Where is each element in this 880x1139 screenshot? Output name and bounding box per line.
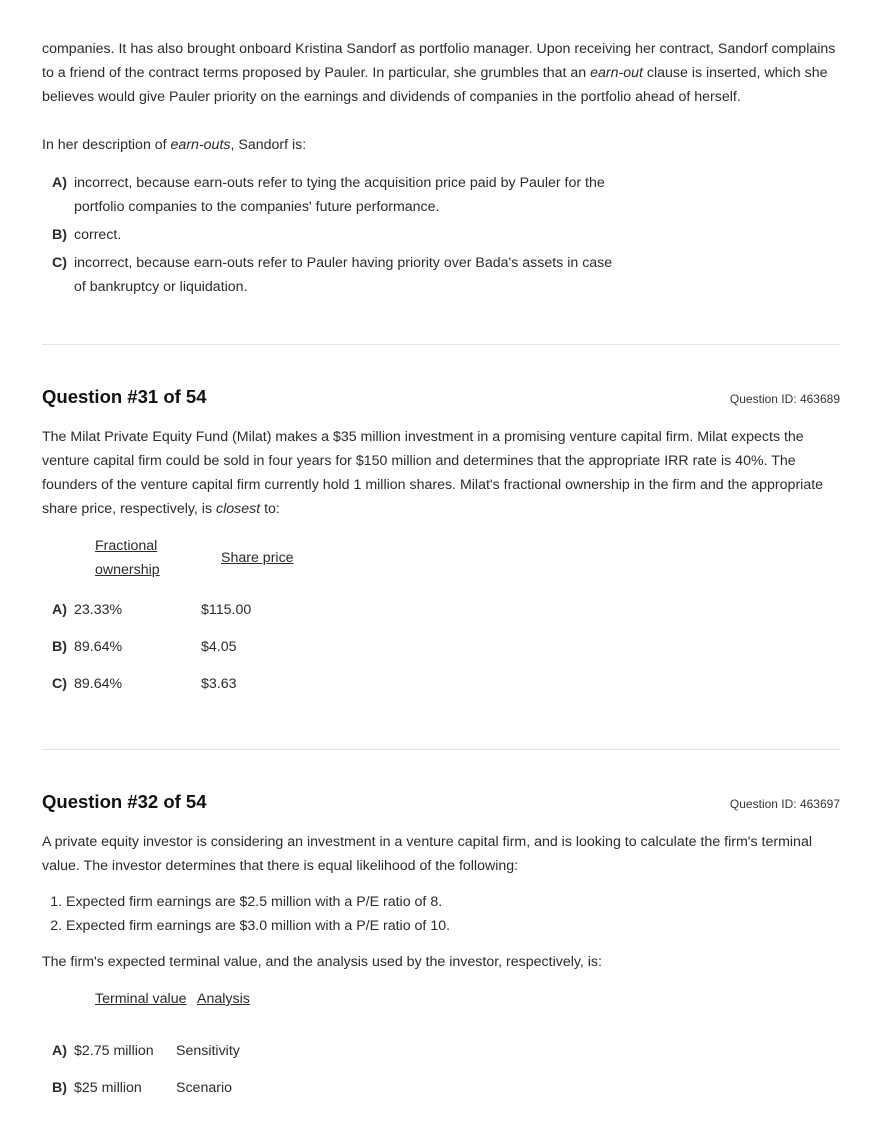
q31-column-header-fractional-ownership: [95, 534, 160, 582]
intro-text-2: clause is inserted, which she believes would give Pauler priority on the earnings and dividends of companies in the portfolio ahead of herself.: [42, 65, 828, 105]
q31-column-header-share-price: Share price: [221, 550, 294, 566]
q32-stem-2: The firm's expected terminal value, and the analysis used by the investor, respectively, is:: [42, 954, 602, 970]
q30-stem-emphasis: earn-outs: [170, 137, 231, 153]
option-letter: A): [52, 602, 67, 618]
option-letter: B): [52, 1080, 67, 1096]
option-ownership: 89.64%: [74, 639, 123, 655]
option-letter: A): [52, 1043, 67, 1059]
q31-stem-a: The Milat Private Equity Fund (Milat) makes a $35 million investment in a promising venture capital firm. Milat expects the venture capital firm could be sold in four years for $150 million and determines that the appropriate IRR rate is 40%. The founders of the venture capital firm currently hold 1 million shares. Milat's fractional ownership in the firm and the appropriate share price, respectively, is: [42, 429, 824, 517]
q31-stem-b: to:: [260, 501, 280, 517]
option-analysis: Sensitivity: [176, 1043, 240, 1059]
q32-header: [42, 791, 840, 813]
option-text: correct.: [74, 227, 122, 243]
option-letter: C): [52, 255, 67, 271]
option-ownership: 89.64%: [74, 676, 123, 692]
q31-title: Question #31 of 54: [42, 386, 207, 407]
q32-column-header-terminal-value: Terminal value: [95, 991, 187, 1007]
section-divider: [42, 344, 840, 345]
q31-question-id: Question ID: 463689: [729, 392, 840, 406]
option-letter: B): [52, 227, 67, 243]
q31-header: [42, 386, 840, 408]
list-item: 1. Expected firm earnings are $2.5 million with a P/E ratio of 8.: [66, 890, 450, 914]
q32-column-header-analysis: Analysis: [197, 991, 250, 1007]
option-share-price: $3.63: [201, 676, 237, 692]
option-letter: B): [52, 639, 67, 655]
col-header-line1: Fractional: [95, 538, 158, 554]
section-divider: [42, 749, 840, 750]
q30-stem: [42, 133, 306, 157]
q31-stem: [42, 425, 840, 521]
q30-stem-b: , Sandorf is:: [230, 137, 307, 153]
intro-text-1: companies. It has also brought onboard Kristina Sandorf as portfolio manager. Upon receiving her contract, Sandorf complains to a friend of the contract terms proposed by Pauler. In particular, she grumbles that an: [42, 41, 836, 81]
intro-emphasis: earn-out: [590, 65, 643, 81]
option-text: incorrect, because earn-outs refer to Pauler having priority over Bada's assets in case of bankruptcy or liquidation.: [74, 255, 613, 295]
q30-stem-a: In her description of: [42, 137, 171, 153]
option-share-price: $115.00: [201, 602, 252, 618]
list-item: 2. Expected firm earnings are $3.0 million with a P/E ratio of 10.: [66, 914, 450, 938]
q32-title: Question #32 of 54: [42, 791, 207, 812]
option-ownership: 23.33%: [74, 602, 123, 618]
option-letter: C): [52, 676, 67, 692]
q30-option-c[interactable]: [52, 251, 619, 299]
q30-option-a[interactable]: [52, 171, 619, 219]
q32-question-id: Question ID: 463697: [729, 797, 840, 811]
option-text: incorrect, because earn-outs refer to tying the acquisition price paid by Pauler for the portfolio companies to the companies' future performance.: [74, 175, 605, 215]
option-analysis: Scenario: [176, 1080, 232, 1096]
option-terminal-value: $25 million: [74, 1080, 142, 1096]
q30-option-b[interactable]: [52, 223, 619, 247]
q32-list: [42, 890, 450, 938]
option-share-price: $4.05: [201, 639, 237, 655]
q31-stem-emphasis: closest: [216, 501, 261, 517]
option-terminal-value: $2.75 million: [74, 1043, 154, 1059]
intro-paragraph: [42, 37, 840, 109]
q32-stem: A private equity investor is considering an investment in a venture capital firm, and is looking to calculate the firm's terminal value. The investor determines that there is equal likelihood of the following:: [42, 834, 812, 874]
col-header-line2: ownership: [95, 562, 160, 578]
option-letter: A): [52, 175, 67, 191]
